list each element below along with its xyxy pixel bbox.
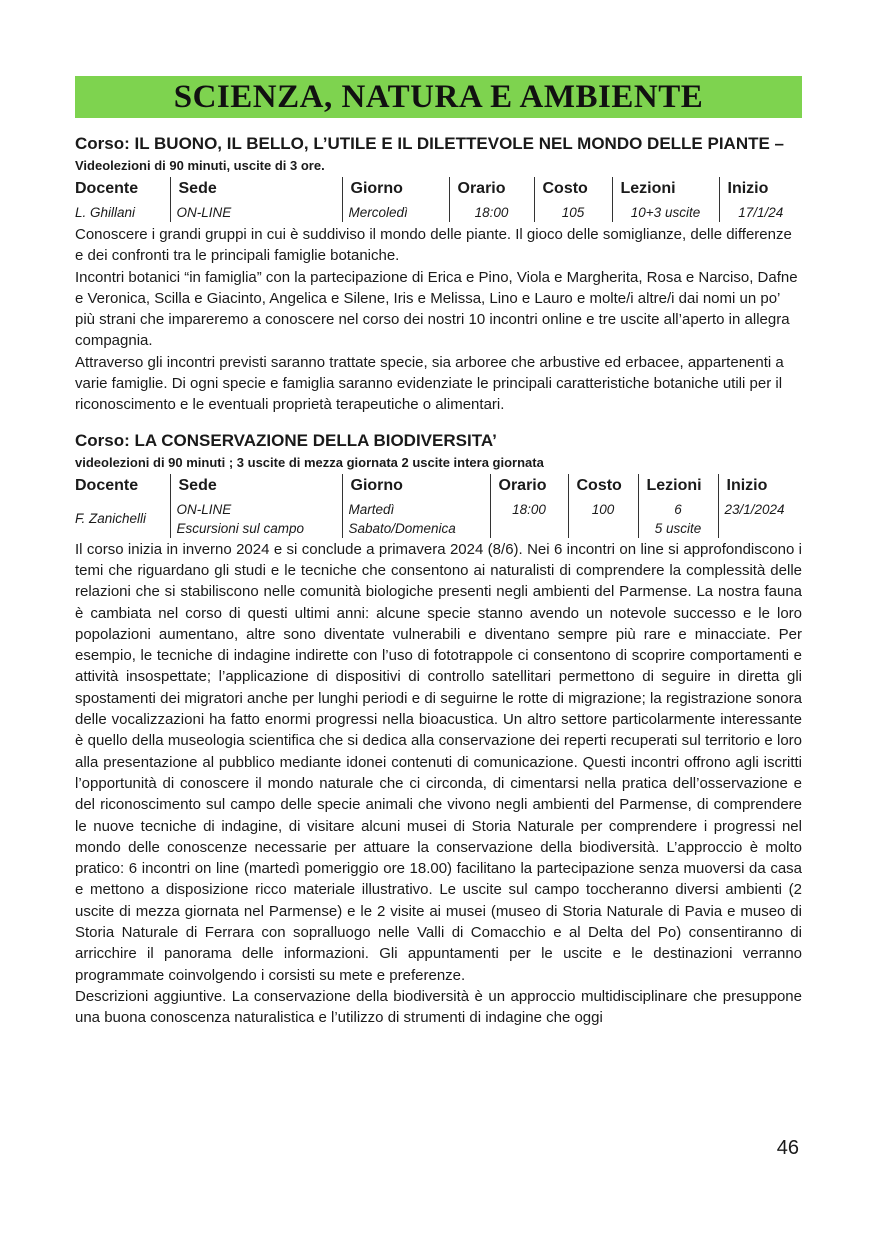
course1-info-table: [75, 177, 802, 222]
cell-docente: F. Zanichelli: [75, 511, 147, 527]
cell-orario: 18:00: [449, 203, 534, 222]
cell-sede-2: Escursioni sul campo: [170, 519, 342, 538]
col-orario: Orario: [490, 474, 568, 500]
course2-info-table: [75, 474, 802, 538]
cell-orario-2: [490, 519, 568, 538]
col-lezioni: Lezioni: [612, 177, 719, 203]
col-docente: Docente: [75, 180, 139, 197]
cell-giorno-2: Sabato/Domenica: [342, 519, 490, 538]
col-giorno: Giorno: [342, 474, 490, 500]
course1-paragraph: Conoscere i grandi gruppi in cui è suddiviso il mondo delle piante. Il gioco delle somiglianze, delle differenze e dei confronti tra le principali famiglie botaniche.: [75, 226, 792, 265]
cell-costo: 100: [568, 500, 638, 519]
col-orario: Orario: [449, 177, 534, 203]
course2-data-row-2: [75, 519, 802, 538]
course1-header-row: [75, 177, 802, 203]
page-number: 46: [776, 1137, 799, 1159]
col-inizio: Inizio: [718, 474, 802, 500]
cell-inizio-2: [718, 519, 802, 538]
course2-paragraph: Il corso inizia in inverno 2024 e si conclude a primavera 2024 (8/6). Nei 6 incontri on line si approfondiscono i temi che riguardano gli studi e le tecniche che consentono ai naturalisti di comprendere la complessità delle relazioni che si stabiliscono nelle comunità biologiche presenti negli ambienti del Parmense. La nostra fauna è cambiata nel corso di questi ultimi anni: alcune specie stanno avendo un notevole successo e le loro popolazioni aumentano, altre sono diventate vulnerabili e diventano sempre più rare e minacciate. Per esempio, le tecniche di indagine indirette con l’uso di fototrappole ci consentono di scoprire comportamenti e attività insospettate; l’applicazione di dispositivi di controllo satellitari permettono di seguire in diretta gli spostamenti dei migratori anche per lunghi periodi e di seguirne le rotte di migrazione; la registrazione sonora delle vocalizzazioni ha fatto enormi progressi nella bioacustica. Un altro settore particolarmente interessante è quello della museologia scientifica che si dedica alla conservazione dei reperti recuperati sul territorio e loro alla presentazione al pubblico mediante idonei contenuti di comunicazione. Questi incontri offrono agli iscritti l’opportunità di conoscere il mondo naturale che ci circonda, di cimentarsi nella pratica dell’osservazione e del riconoscimento sul campo delle specie animali che vivono negli ambienti del Parmense, di comprendere le nuove tecniche di indagine, di visitare alcuni musei di Storia Naturale per comprendere i progressi nel mondo delle conoscenze necessarie per attuare la conservazione della biodiversità. L’approccio è molto pratico: 6 incontri on line (martedì pomeriggio ore 18.00) facilitano la partecipazione senza muoversi da casa e mettono a disposizione ricco materiale illustrativo. Le uscite sul campo toccheranno diversi ambienti (2 uscite di mezza giornata nel Parmense) e le 2 visite ai musei (museo di Storia Naturale di Pavia e museo di Storia Naturale di Ferrara con sopralluogo nelle Valli di Comacchio e al Delta del Po) consentiranno di arricchire il panorama delle informazioni. Gli appuntamenti per le uscite e le destinazioni verranno programmate coinvolgendo i corsisti su mete e preferenze.: [75, 540, 802, 984]
course2-subtitle: videolezioni di 90 minuti ; 3 uscite di mezza giornata 2 uscite intera giornata: [75, 454, 544, 470]
section-title: SCIENZA, NATURA E AMBIENTE: [173, 78, 704, 115]
cell-docente: L. Ghillani: [75, 205, 136, 220]
course2-header-row: [75, 474, 802, 500]
course1-data-row: [75, 203, 802, 222]
course1-title: Corso: IL BUONO, IL BELLO, L’UTILE E IL DILETTEVOLE NEL MONDO DELLE PIANTE –: [75, 134, 785, 153]
cell-giorno: Mercoledì: [342, 203, 449, 222]
cell-giorno: Martedì: [342, 500, 490, 519]
col-costo: Costo: [568, 474, 638, 500]
course1-subtitle: Videolezioni di 90 minuti, uscite di 3 ore.: [75, 158, 325, 173]
col-inizio: Inizio: [719, 177, 802, 203]
course2-data-row: [75, 500, 802, 519]
col-costo: Costo: [534, 177, 612, 203]
cell-costo-2: [568, 519, 638, 538]
cell-lezioni: 10+3 uscite: [612, 203, 719, 222]
cell-inizio: 23/1/2024: [718, 500, 802, 519]
course1-paragraph: Attraverso gli incontri previsti saranno trattate specie, sia arboree che arbustive ed erbacee, appartenenti a varie famiglie. Di ogni specie e famiglia saranno evidenziate le principali caratteristiche botaniche utili per il riconoscimento e le eventuali proprietà terapeutiche o alimentari.: [75, 353, 784, 414]
cell-sede: ON-LINE: [170, 203, 342, 222]
cell-orario: 18:00: [490, 500, 568, 519]
course1-paragraph: Incontri botanici “in famiglia” con la partecipazione di Erica e Pino, Viola e Margherita, Rosa e Narciso, Dafne e Veronica, Scilla e Giacinto, Angelica e Silene, Iris e Melissa, Lino e Lauro e molte/i altre/i dai nomi un po’ più strani che impareremo a conoscere nel corso dei nostri 10 incontri online e tre uscite all’aperto in allegra compagnia.: [75, 268, 798, 350]
cell-lezioni: 6: [638, 500, 718, 519]
col-sede: Sede: [170, 177, 342, 203]
cell-sede: ON-LINE: [170, 500, 342, 519]
course2-paragraph: Descrizioni aggiuntive. La conservazione della biodiversità è un approccio multidisciplinare che presuppone una buona conoscenza naturalistica e l’utilizzo di strumenti di indagine che oggi: [75, 987, 802, 1027]
course2-title: Corso: LA CONSERVAZIONE DELLA BIODIVERSITA’: [75, 430, 497, 450]
col-docente: Docente: [75, 476, 139, 494]
col-sede: Sede: [170, 474, 342, 500]
col-lezioni: Lezioni: [638, 474, 718, 500]
cell-inizio: 17/1/24: [719, 203, 802, 222]
cell-costo: 105: [534, 203, 612, 222]
col-giorno: Giorno: [342, 177, 449, 203]
section-banner: [75, 76, 802, 118]
cell-lezioni-2: 5 uscite: [638, 519, 718, 538]
page-content: [75, 76, 802, 1029]
